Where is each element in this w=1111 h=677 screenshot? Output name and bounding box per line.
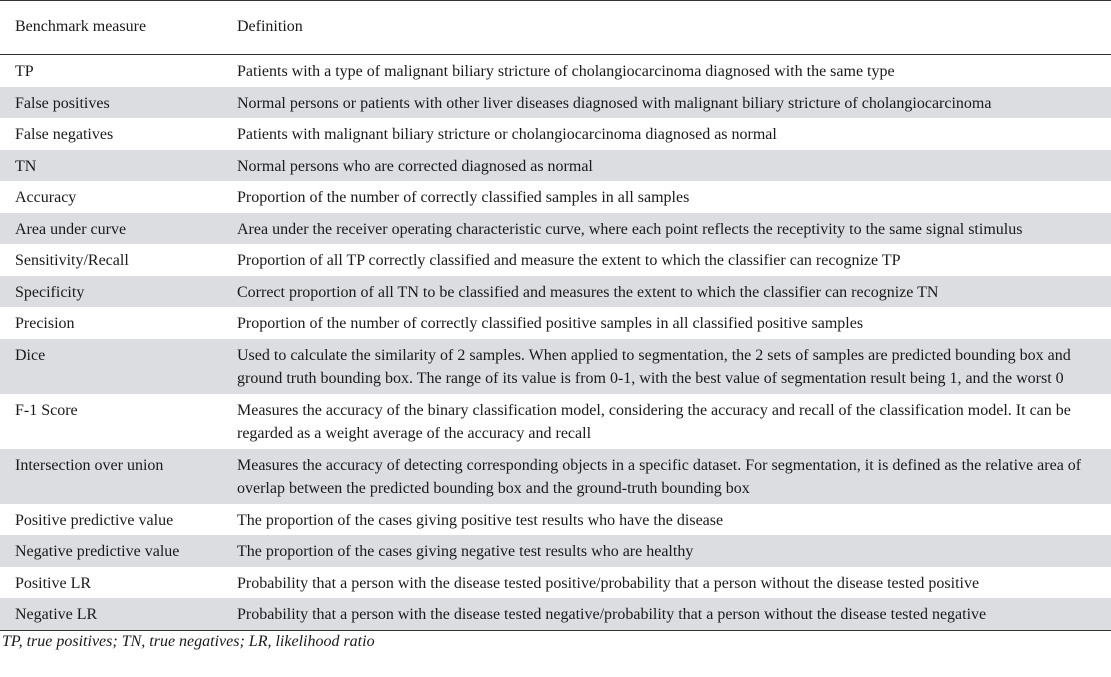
definition-cell: Used to calculate the similarity of 2 samples. When applied to segmentation, the 2 sets of samples are predicted bounding box and ground truth bounding box. The range of its value is from 0-1, with the best value of segmentation result being 1, and the worst 0 xyxy=(222,339,1111,394)
table-row xyxy=(0,504,1111,536)
definition-cell: Correct proportion of all TN to be classified and measures the extent to which the classifier can recognize TN xyxy=(222,276,1111,308)
header-benchmark-measure: Benchmark measure xyxy=(0,1,222,55)
definition-cell: Measures the accuracy of detecting corresponding objects in a specific dataset. For segmentation, it is defined as the relative area of overlap between the predicted bounding box and the ground-truth bounding box xyxy=(222,449,1111,504)
measure-cell: Specificity xyxy=(0,276,222,308)
header-row xyxy=(0,1,1111,55)
table-row xyxy=(0,150,1111,182)
definition-cell: Patients with malignant biliary stricture or cholangiocarcinoma diagnosed as normal xyxy=(237,126,777,143)
measure-cell: TN xyxy=(0,150,222,182)
measure-cell: Dice xyxy=(0,339,222,394)
definition-cell: Normal persons or patients with other liver diseases diagnosed with malignant biliary stricture of cholangiocarcinoma xyxy=(222,87,1111,119)
table-footnote: TP, true positives; TN, true negatives; LR, likelihood ratio xyxy=(2,632,375,650)
definition-cell: Measures the accuracy of the binary classification model, considering the accuracy and recall of the classification model. It can be regarded as a weight average of the accuracy and recall xyxy=(237,401,1071,442)
measure-cell: Positive LR xyxy=(15,574,92,592)
measure-cell: Negative LR xyxy=(0,598,222,630)
definition-cell: Patients with a type of malignant biliary stricture of cholangiocarcinoma diagnosed with the same type xyxy=(237,63,895,80)
measure-cell: TP xyxy=(15,63,34,80)
table-row xyxy=(0,339,1111,394)
measure-cell: Positive predictive value xyxy=(15,511,174,529)
table-row xyxy=(0,307,1111,339)
definition-cell: Normal persons who are corrected diagnosed as normal xyxy=(222,150,1111,182)
definition-cell: Proportion of all TP correctly classified and measure the extent to which the classifier can recognize TP xyxy=(237,252,901,269)
table-row xyxy=(0,55,1111,87)
table-row xyxy=(0,181,1111,213)
measure-cell: Area under curve xyxy=(0,213,222,245)
table-row xyxy=(0,567,1111,599)
measure-cell: Negative predictive value xyxy=(0,535,222,567)
measure-cell: False positives xyxy=(0,87,222,119)
measure-cell: F-1 Score xyxy=(15,401,78,419)
measure-cell: Sensitivity/Recall xyxy=(15,252,129,269)
table-row xyxy=(0,87,1111,119)
header-definition: Definition xyxy=(222,1,1111,55)
table-row xyxy=(0,244,1111,276)
definition-cell: Proportion of the number of correctly classified positive samples in all classified positive samples xyxy=(237,315,864,332)
table-row xyxy=(0,276,1111,308)
definition-cell: Probability that a person with the disease tested negative/probability that a person without the disease tested negative xyxy=(222,598,1111,630)
definition-cell: Probability that a person with the disease tested positive/probability that a person without the disease tested positive xyxy=(237,574,980,592)
measure-cell: Accuracy xyxy=(15,189,77,206)
table-row xyxy=(0,535,1111,567)
table-row xyxy=(0,449,1111,504)
table-row xyxy=(0,213,1111,245)
measure-cell: Precision xyxy=(15,315,75,332)
definition-cell: Area under the receiver operating characteristic curve, where each point reflects the receptivity to the same signal stimulus xyxy=(222,213,1111,245)
definition-cell: Proportion of the number of correctly classified samples in all samples xyxy=(237,189,690,206)
definition-cell: The proportion of the cases giving negative test results who are healthy xyxy=(222,535,1111,567)
table-header xyxy=(0,1,1111,55)
table-row xyxy=(0,394,1111,449)
table-body xyxy=(0,55,1111,631)
measure-cell: Intersection over union xyxy=(0,449,222,504)
definition-cell: The proportion of the cases giving positive test results who have the disease xyxy=(237,511,724,529)
table-row xyxy=(0,118,1111,150)
table-row xyxy=(0,598,1111,630)
measure-cell: False negatives xyxy=(15,126,114,143)
